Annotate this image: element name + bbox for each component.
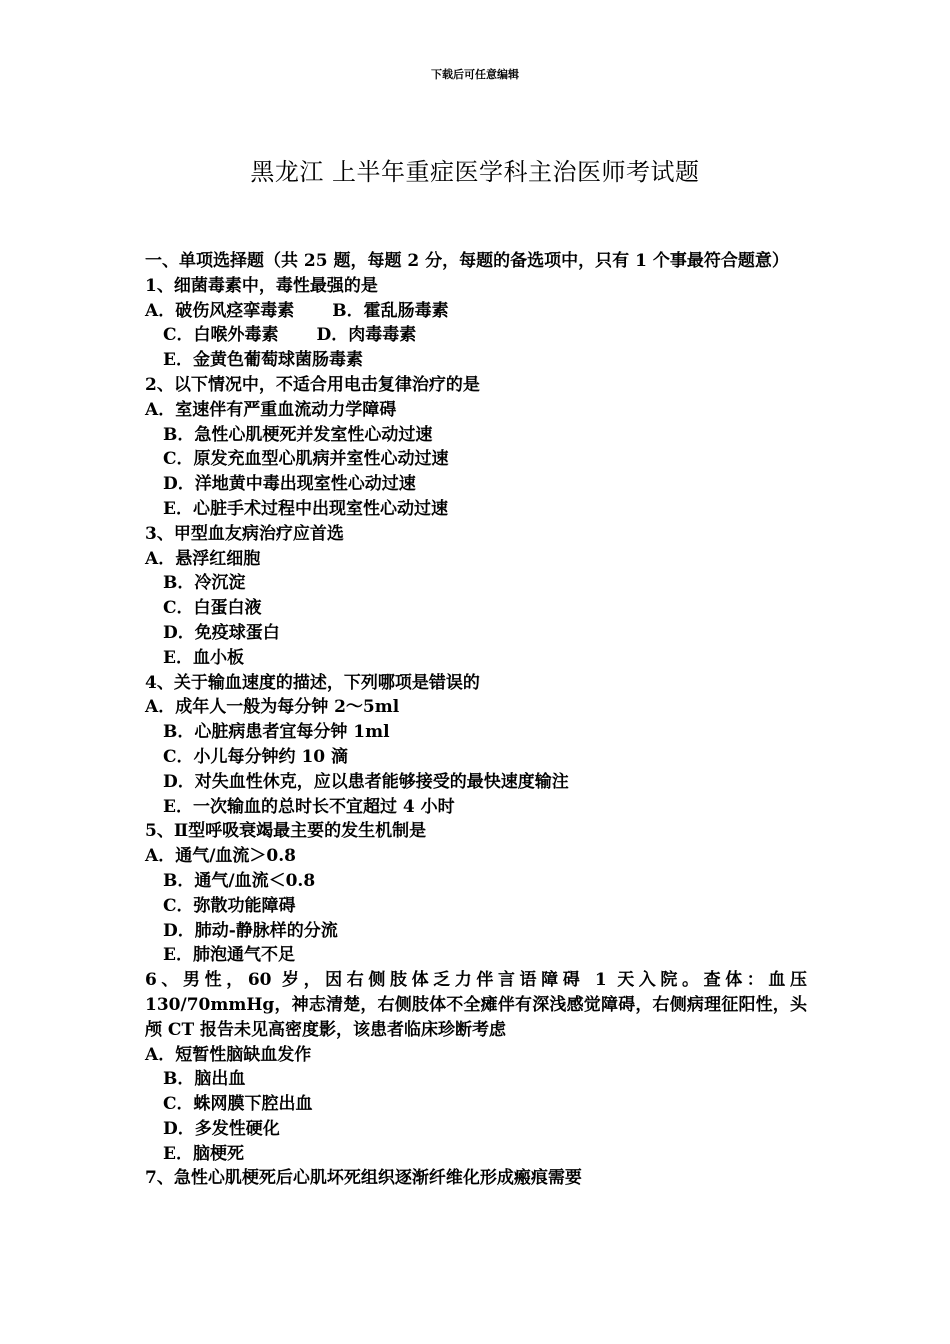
option-a: A．通气/血流＞0.8 [145, 846, 296, 867]
option-a: A．室速伴有严重血流动力学障碍 [145, 399, 397, 420]
option-b: B．脑出血 [163, 1069, 246, 1090]
option-d: D．洋地黄中毒出现室性心动过速 [163, 474, 416, 495]
section-heading: 一、单项选择题（共 25 题，每题 2 分，每题的备选项中，只有 1 个事最符合题意） [145, 251, 789, 271]
option-e: E．脑梗死 [163, 1143, 244, 1164]
option-b: B．通气/血流＜0.8 [163, 870, 316, 891]
option-a: A．短暂性脑缺血发作 [145, 1044, 312, 1065]
option-row [145, 299, 807, 324]
document-body [145, 249, 807, 1191]
option-c: C．白蛋白液 [163, 598, 262, 619]
option-d: D．对失血性休克，应以患者能够接受的最快速度输注 [163, 771, 569, 792]
option-e: E．金黄色葡萄球菌肠毒素 [163, 350, 363, 371]
option-b: B．霍乱肠毒素 [332, 300, 449, 321]
option-b: B．急性心肌梗死并发室性心动过速 [163, 424, 433, 445]
option-c: C．蛛网膜下腔出血 [163, 1094, 313, 1115]
header-note: 下载后可任意编辑 [431, 68, 519, 81]
option-row [145, 323, 807, 348]
question-stem: 3、甲型血友病治疗应首选 [145, 523, 344, 544]
question-stem: 2、以下情况中，不适合用电击复律治疗的是 [145, 374, 480, 395]
question-stem: 7、急性心肌梗死后心肌坏死组织逐渐纤维化形成瘢痕需要 [145, 1168, 582, 1189]
option-a: A．悬浮红细胞 [145, 548, 261, 569]
option-a: A．成年人一般为每分钟 2～5ml [145, 697, 400, 718]
question-stem: 4、关于输血速度的描述，下列哪项是错误的 [145, 672, 480, 693]
option-b: B．心脏病患者宜每分钟 1ml [163, 722, 390, 743]
document-title: 黑龙江 上半年重症医学科主治医师考试题 [250, 158, 700, 186]
question-stem: 1、细菌毒素中，毒性最强的是 [145, 275, 378, 296]
question-stem: 6、男性，60 岁，因右侧肢体乏力伴言语障碍 1 天入院。查体：血压 130/70mmHg，神志清楚，右侧肢体不全瘫伴有深浅感觉障碍，右侧病理征阳性，头颅 CT 报告未见高密度影，该患者临床珍断考虑 [145, 970, 807, 1040]
option-d: D．肉毒毒素 [316, 325, 417, 346]
option-e: E．血小板 [163, 647, 244, 668]
option-d: D．肺动-静脉样的分流 [163, 920, 338, 941]
option-d: D．免疫球蛋白 [163, 622, 280, 643]
option-e: E．肺泡通气不足 [163, 945, 295, 966]
question-stem: 5、Ⅱ型呼吸衰竭最主要的发生机制是 [145, 821, 427, 842]
option-c: C．弥散功能障碍 [163, 895, 296, 916]
option-c: C．白喉外毒素 [163, 325, 279, 346]
option-d: D．多发性硬化 [163, 1118, 280, 1139]
option-b: B．冷沉淀 [163, 573, 246, 594]
option-c: C．小儿每分钟约 10 滴 [163, 746, 349, 767]
option-e: E．心脏手术过程中出现室性心动过速 [163, 498, 448, 519]
option-e: E．一次输血的总时长不宜超过 4 小时 [163, 796, 455, 817]
option-a: A．破伤风痉挛毒素 [145, 300, 295, 321]
option-c: C．原发充血型心肌病并室性心动过速 [163, 449, 449, 470]
